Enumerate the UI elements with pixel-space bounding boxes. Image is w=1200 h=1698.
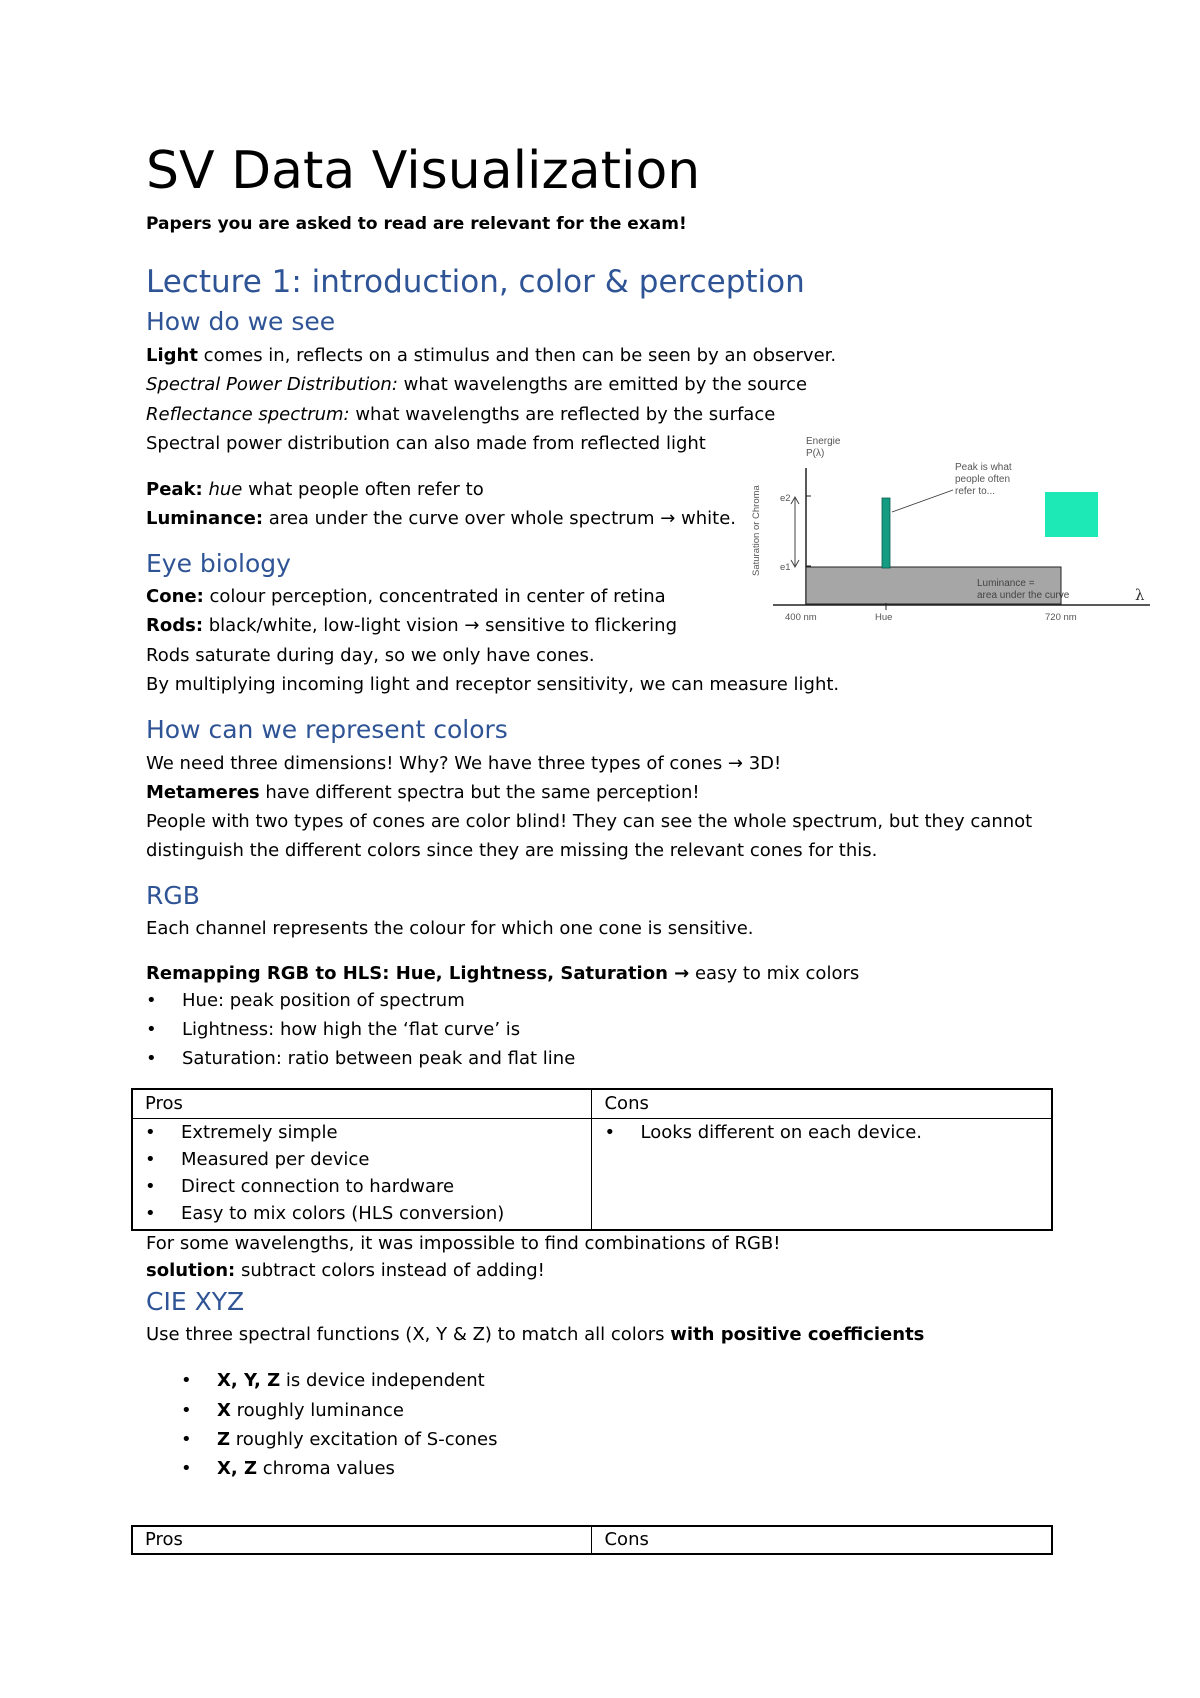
- cie-positive-coefficients: with positive coefficients: [670, 1324, 925, 1345]
- pros-item-text: Easy to mix colors (HLS conversion): [181, 1203, 505, 1224]
- reflectance-desc: what wavelengths are reflected by the surface: [349, 404, 776, 425]
- cie-xyz-heading: CIE XYZ: [146, 1287, 245, 1316]
- cie-functions-desc: Use three spectral functions (X, Y & Z) to match all colors: [146, 1324, 671, 1345]
- reflectance-line: [146, 403, 775, 427]
- luminance-term: Luminance:: [146, 508, 264, 529]
- document-title: SV Data Visualization: [146, 141, 701, 201]
- represent-colors-heading: How can we represent colors: [146, 715, 508, 744]
- metameres-desc: have different spectra but the same perception!: [259, 782, 700, 803]
- peak-hue: hue: [202, 479, 243, 500]
- hls-bullet-text: Lightness: how high the ‘flat curve’ is: [182, 1019, 521, 1040]
- cie-bullet-desc: is device independent: [280, 1370, 485, 1391]
- remap-desc: easy to mix colors: [689, 963, 860, 984]
- peak-bar: [882, 498, 890, 568]
- peak-term: Peak:: [146, 479, 203, 500]
- rods-term: Rods:: [146, 615, 204, 636]
- color-blind-line-2: distinguish the different colors since they are missing the relevant cones for this.: [146, 840, 878, 861]
- cie-bullet: [181, 1428, 781, 1452]
- hls-bullet: [146, 1047, 746, 1071]
- solution-desc: subtract colors instead of adding!: [235, 1260, 545, 1281]
- peak-desc: what people often refer to: [242, 479, 484, 500]
- x-hue-label: Hue: [875, 612, 893, 623]
- rgb-heading: RGB: [146, 881, 200, 910]
- light-term: Light: [146, 345, 198, 366]
- bullet-glyph: •: [181, 1429, 192, 1450]
- bullet-glyph: •: [145, 1203, 156, 1224]
- how-we-see-heading: How do we see: [146, 307, 336, 336]
- cie-bullet-text: [217, 1428, 497, 1452]
- remap-term: Remapping RGB to HLS: Hue, Lightness, Saturation →: [146, 963, 690, 984]
- rods-line: [146, 614, 677, 638]
- rgb-pros-cons-table: [131, 1088, 1053, 1231]
- peak-note-2: people often: [955, 474, 1011, 485]
- e2-label: e2: [780, 493, 791, 504]
- x-start-label: 400 nm: [785, 612, 817, 623]
- exam-note: Papers you are asked to read are relevant for the exam!: [146, 214, 687, 234]
- pros-item-text: Measured per device: [181, 1149, 370, 1170]
- three-dimensions-line: We need three dimensions! Why? We have three types of cones → 3D!: [146, 753, 782, 774]
- cie-bullet-term: X, Z: [217, 1458, 258, 1479]
- impossible-combinations-line: For some wavelengths, it was impossible to find combinations of RGB!: [146, 1233, 781, 1254]
- rods-desc: black/white, low-light vision → sensitive to flickering: [203, 615, 677, 636]
- rgb-channel-line: Each channel represents the colour for which one cone is sensitive.: [146, 918, 754, 939]
- table-header-row: [132, 1526, 1052, 1554]
- pros-header: Pros: [132, 1526, 592, 1554]
- cons-item: [604, 1119, 1039, 1146]
- metameres-term: Metameres: [146, 782, 260, 803]
- cone-desc: colour perception, concentrated in center of retina: [203, 586, 666, 607]
- cie-functions-line: [146, 1323, 924, 1347]
- hls-bullet-text: Hue: peak position of spectrum: [182, 990, 465, 1011]
- y-axis-label: Saturation or Chroma: [751, 485, 762, 576]
- bullet-glyph: •: [146, 990, 157, 1011]
- peak-line: [146, 478, 484, 502]
- lambda-label: λ: [1135, 586, 1145, 604]
- lecture-heading: Lecture 1: introduction, color & perception: [146, 264, 805, 300]
- bullet-glyph: •: [604, 1122, 616, 1143]
- cone-line: [146, 585, 666, 609]
- x-end-label: 720 nm: [1045, 612, 1077, 623]
- spectral-power-figure: [751, 430, 1150, 635]
- cie-bullet-desc: roughly excitation of S-cones: [230, 1429, 498, 1450]
- cons-header: Cons: [592, 1089, 1052, 1119]
- bullet-glyph: •: [181, 1458, 192, 1479]
- luminance-line: [146, 507, 736, 531]
- hue-swatch: [1045, 492, 1098, 537]
- cie-bullet: [181, 1399, 781, 1423]
- hls-bullet: [146, 1018, 746, 1042]
- light-desc: comes in, reflects on a stimulus and then can be seen by an observer.: [197, 345, 837, 366]
- cie-bullet-term: Z: [217, 1429, 231, 1450]
- bullet-glyph: •: [181, 1400, 192, 1421]
- bullet-glyph: •: [181, 1370, 192, 1391]
- hls-bullet-text: Saturation: ratio between peak and flat line: [182, 1048, 576, 1069]
- pros-item: [145, 1200, 579, 1227]
- bullet-glyph: •: [146, 1019, 157, 1040]
- spd-desc: what wavelengths are emitted by the source: [397, 374, 808, 395]
- e1-label: e1: [780, 562, 791, 573]
- cie-pros-cons-table: [131, 1525, 1053, 1555]
- metameres-line: [146, 781, 700, 805]
- cie-bullet-term: X, Y, Z: [217, 1370, 281, 1391]
- pros-item-text: Extremely simple: [181, 1122, 338, 1143]
- cone-term: Cone:: [146, 586, 204, 607]
- table-header-row: [132, 1089, 1052, 1119]
- solution-term: solution:: [146, 1260, 236, 1281]
- luminance-note-1: Luminance =: [977, 578, 1035, 589]
- remap-line: [146, 962, 859, 986]
- cie-bullet-desc: chroma values: [257, 1458, 395, 1479]
- peak-note-1: Peak is what: [955, 462, 1012, 473]
- spd-term: Spectral Power Distribution:: [146, 374, 398, 395]
- pros-cell: [132, 1119, 592, 1231]
- cons-header: Cons: [592, 1526, 1052, 1554]
- solution-line: [146, 1259, 545, 1283]
- bullet-glyph: •: [146, 1048, 157, 1069]
- light-line: [146, 344, 836, 368]
- cons-item-text: Looks different on each device.: [640, 1122, 923, 1143]
- cie-bullet: [181, 1369, 781, 1393]
- cie-bullet: [181, 1457, 781, 1481]
- spd-line: [146, 373, 807, 397]
- spd-reflected-line: Spectral power distribution can also made from reflected light: [146, 433, 706, 454]
- peak-pointer-line: [892, 490, 953, 512]
- bullet-glyph: •: [145, 1149, 156, 1170]
- cie-bullet-desc: roughly luminance: [230, 1400, 405, 1421]
- pros-item: [145, 1173, 579, 1200]
- luminance-desc: area under the curve over whole spectrum → white.: [263, 508, 736, 529]
- bullet-glyph: •: [145, 1122, 156, 1143]
- hls-bullet: [146, 989, 746, 1013]
- reflectance-term: Reflectance spectrum:: [146, 404, 350, 425]
- cie-bullet-text: [217, 1399, 404, 1423]
- color-blind-line-1: People with two types of cones are color blind! They can see the whole spectrum, but they cannot: [146, 811, 1033, 832]
- bullet-glyph: •: [145, 1176, 156, 1197]
- cons-cell: [592, 1119, 1052, 1231]
- rods-saturate-line: Rods saturate during day, so we only have cones.: [146, 645, 595, 666]
- pros-header: Pros: [132, 1089, 592, 1119]
- luminance-note-2: area under the curve: [977, 590, 1070, 601]
- cie-bullet-text: [217, 1457, 395, 1481]
- pros-item: [145, 1146, 579, 1173]
- pros-item: [145, 1119, 579, 1146]
- eye-biology-heading: Eye biology: [146, 549, 291, 578]
- energy-unit: P(λ): [806, 448, 825, 459]
- energy-label: Energie: [806, 436, 841, 447]
- table-row: [132, 1119, 1052, 1231]
- cie-bullet-term: X: [217, 1400, 231, 1421]
- measure-light-line: By multiplying incoming light and receptor sensitivity, we can measure light.: [146, 674, 840, 695]
- peak-note-3: refer to...: [955, 486, 996, 497]
- pros-item-text: Direct connection to hardware: [181, 1176, 455, 1197]
- cie-bullet-text: [217, 1369, 485, 1393]
